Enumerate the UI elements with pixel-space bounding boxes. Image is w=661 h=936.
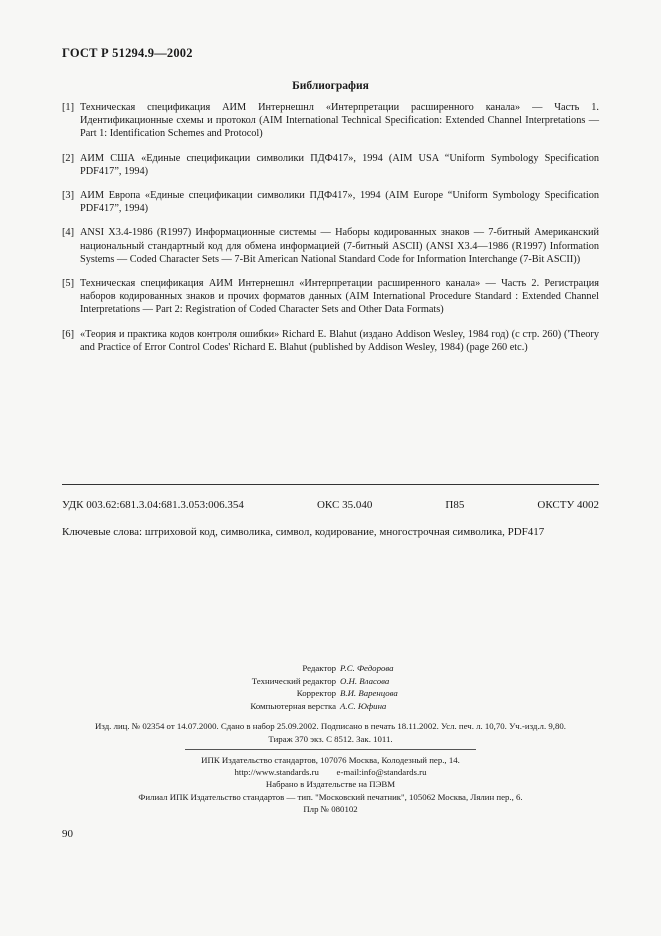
credit-row (0, 700, 661, 713)
reference-item (62, 328, 599, 354)
credit-name: В.И. Варенцова (340, 688, 398, 698)
imprint-line: Тираж 370 экз. С 8512. Зак. 1011. (268, 733, 393, 744)
credit-role: Компьютерная верстка (250, 700, 336, 711)
reference-text: АИМ Европа «Единые спецификации символики ПДФ417», 1994 (AIM Europe “Uniform Symbology Specification PDF417”, 1994) (80, 190, 599, 215)
page-number: 90 (62, 828, 73, 840)
publisher-line: ИПК Издательство стандартов, 107076 Москва, Колодезный пер., 14. (201, 755, 460, 765)
reference-item (62, 152, 599, 178)
publisher-line: Плр № 080102 (303, 803, 358, 814)
reference-number: [4] (62, 227, 75, 239)
credit-name: О.Н. Власова (340, 675, 390, 686)
editorial-credits (0, 662, 661, 712)
reference-text: «Теория и практика кодов контроля ошибки» Richard E. Blahut (издано Addison Wesley, 1984 год) (с стр. 260) ('Theory and Practice of Error Control Codes' Richard E. Blahut (published by Addison Wesley, 1984) (page 260 etc.) (80, 328, 599, 353)
reference-text: АИМ США «Единые спецификации символики ПДФ417», 1994 (AIM USA “Uniform Symbology Specification PDF417”, 1994) (80, 152, 599, 177)
reference-number: [5] (62, 278, 75, 290)
reference-list (62, 101, 599, 365)
classification-codes (62, 499, 599, 511)
reference-text: Техническая спецификация АИМ Интернешнл «Интерпретации расширенного канала» — Часть 2. Регистрация наборов кодированных знаков и прочих форматов данных (AIM International Procedure Standard : Extended Channel Interpretations — Part 2: Registration of Coded Character Sets and Other Data Formats) (80, 278, 599, 316)
publisher-line: http://www.standards.ru e-mail:info@standards.ru (234, 767, 427, 778)
bibliography-title: Библиография (292, 80, 369, 92)
okstu-code: ОКСТУ 4002 (537, 499, 599, 511)
publisher-info (0, 754, 661, 815)
publisher-line: Филиал ИПК Издательство стандартов — тип. "Московский печатник", 105062 Москва, Лялин пер., 6. (138, 791, 523, 802)
credit-role: Технический редактор (251, 675, 336, 686)
credit-row (0, 662, 661, 675)
reference-item (62, 277, 599, 317)
imprint-info (62, 720, 599, 745)
reference-number: [2] (62, 152, 75, 164)
group-code: П85 (445, 499, 465, 511)
reference-text: ANSI X3.4-1986 (R1997) Информационные системы — Наборы кодированных знаков — 7-битный Американский национальный стандартный код для обмена информацией (7-битный ASCII) (ANSI X3.4—1986 (R1997) Information Systems — Coded Character Sets — 7-Bit American National Standard Code for Information Interchange (7-Bit ASCII)) (80, 227, 599, 265)
credit-row (0, 675, 661, 688)
imprint-divider (185, 749, 476, 750)
keywords-line: Ключевые слова: штриховой код, символика, символ, кодирование, многострочная символика, PDF417 (62, 526, 545, 538)
imprint-line: Изд. лиц. № 02354 от 14.07.2000. Сдано в набор 25.09.2002. Подписано в печать 18.11.2002. Усл. печ. л. 10,70. Уч.-изд.л. 9,80. (95, 721, 566, 731)
reference-number: [6] (62, 328, 75, 340)
credit-role: Редактор (302, 663, 336, 673)
reference-item (62, 101, 599, 141)
reference-item (62, 189, 599, 215)
reference-text: Техническая спецификация АИМ Интернешнл «Интерпретации расширенного канала» — Часть 1. Идентификационные схемы и протокол (AIM International Technical Specification: Extended Channel Interpretations — Part 1: Identification Schemes and Protocol) (80, 102, 599, 140)
publisher-line: Набрано в Издательстве на ПЭВМ (265, 779, 396, 790)
standard-id-header: ГОСТ Р 51294.9—2002 (62, 46, 193, 60)
section-divider (62, 484, 599, 485)
credit-name: А.С. Юфина (340, 700, 387, 711)
reference-number: [1] (62, 102, 75, 113)
reference-number: [3] (62, 190, 75, 202)
udk-code: УДК 003.62:681.3.04:681.3.053:006.354 (62, 499, 244, 511)
credit-role: Корректор (296, 688, 336, 698)
reference-item (62, 226, 599, 266)
oks-code: ОКС 35.040 (316, 499, 373, 511)
credit-name: Р.С. Федорова (340, 663, 394, 673)
credit-row (0, 687, 661, 700)
